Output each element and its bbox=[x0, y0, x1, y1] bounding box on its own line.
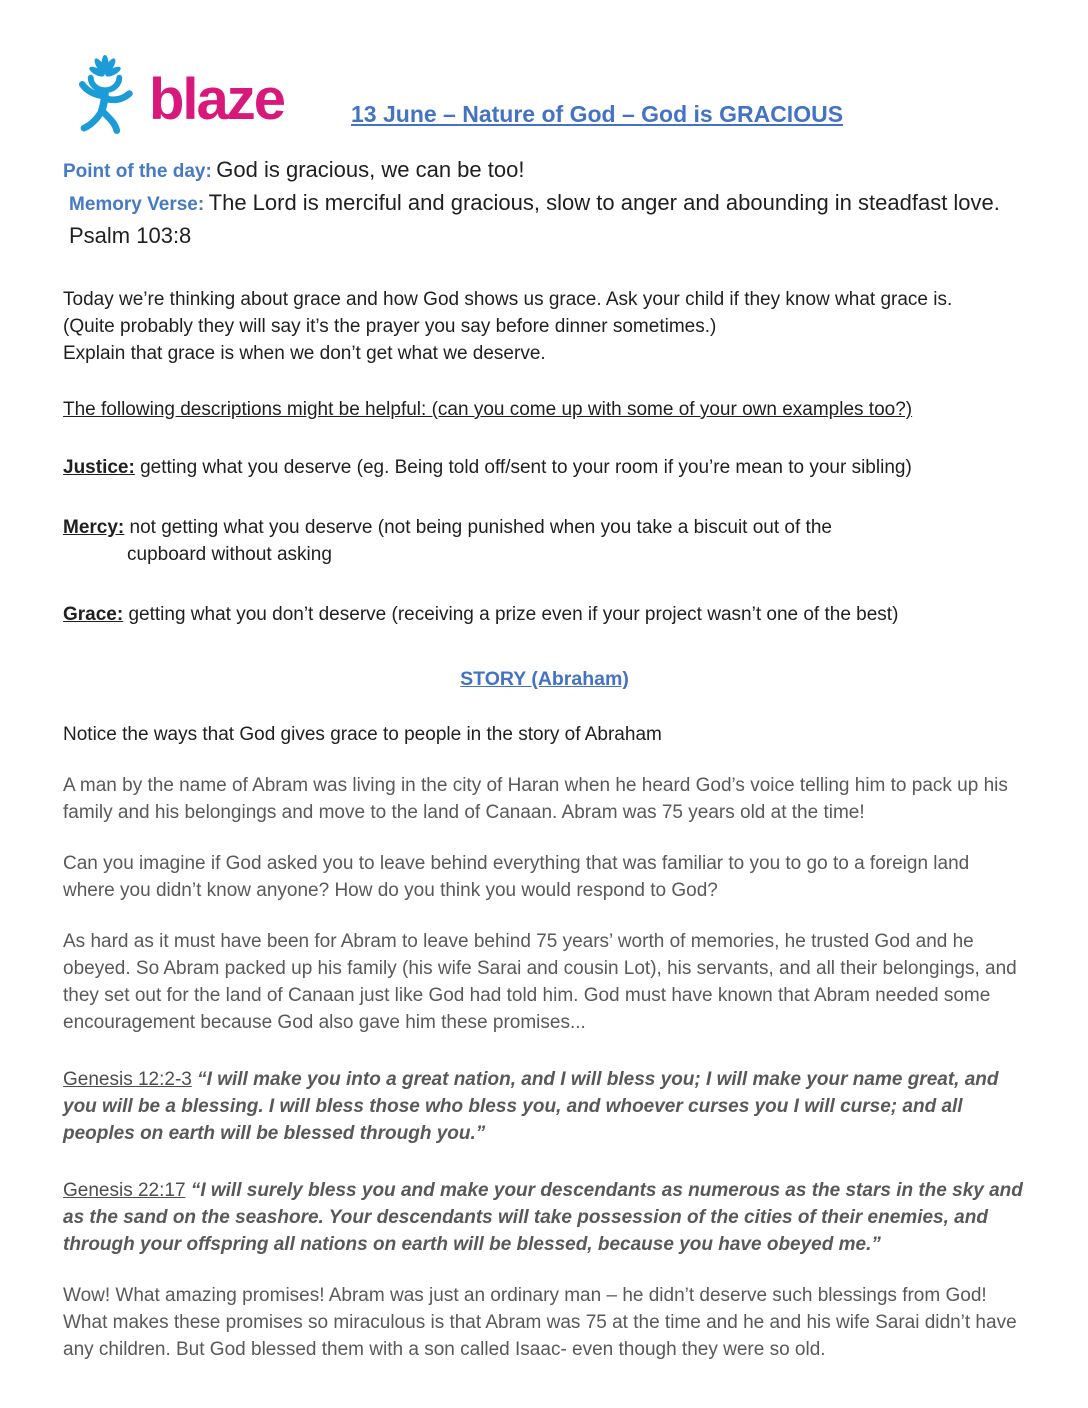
blaze-wordmark: blaze bbox=[149, 67, 285, 132]
blaze-figure-icon bbox=[63, 55, 147, 139]
point-of-day-text: God is gracious, we can be too! bbox=[216, 157, 525, 182]
page-title: 13 June – Nature of God – God is GRACIOUS bbox=[351, 101, 844, 127]
story-paragraph-4: Wow! What amazing promises! Abram was just an ordinary man – he didn’t deserve such blessings from God! What makes these promises so miraculous is that Abram was 75 at the time and he and his wife Sarai didn’t have any children. But God blessed them with a son called Isaac- even though they were so old. bbox=[63, 1285, 1017, 1360]
mercy-line-2: cupboard without asking bbox=[127, 544, 332, 565]
point-of-day-line bbox=[63, 155, 1026, 188]
story-paragraph-2: Can you imagine if God asked you to leave behind everything that was familiar to you to go to a foreign land where you didn’t know anyone? How do you think you would respond to God? bbox=[63, 853, 970, 901]
memory-verse-text: The Lord is merciful and gracious, slow to anger and abounding in steadfast love. Psalm 103:8 bbox=[69, 190, 1000, 248]
mercy-term: Mercy: bbox=[63, 517, 125, 538]
blaze-logo bbox=[63, 55, 284, 139]
mercy-definition bbox=[63, 514, 1026, 568]
genesis-22-text: “I will surely bless you and make your descendants as numerous as the stars in the sky and as the sand on the seashore. Your descendants will take possession of the cities of their enemies, and through your offspring all nations on earth will be blessed, because you have obeyed me.” bbox=[63, 1180, 1023, 1255]
genesis-22-reference: Genesis 22:17 bbox=[63, 1180, 186, 1201]
story-paragraph-1: A man by the name of Abram was living in the city of Haran when he heard God’s voice telling him to pack up his family and his belongings and move to the land of Canaan. Abram was 75 years old at the time! bbox=[63, 775, 1008, 823]
story-paragraph-3: As hard as it must have been for Abram to leave behind 75 years’ worth of memories, he trusted God and he obeyed. So Abram packed up his family (his wife Sarai and cousin Lot), his servants, and all their belongings, and they set out for the land of Canaan just like God had told him. God must have known that Abram needed some encouragement because God also gave him these promises... bbox=[63, 931, 1017, 1033]
mercy-line-1 bbox=[63, 514, 1026, 541]
descriptions-heading: The following descriptions might be helpful: (can you come up with some of your own examples too?) bbox=[63, 399, 913, 420]
intro-paragraph bbox=[63, 286, 1026, 367]
intro-line-2: (Quite probably they will say it’s the prayer you say before dinner sometimes.) bbox=[63, 316, 717, 337]
memory-verse-label: Memory Verse: bbox=[69, 194, 205, 215]
story-notice: Notice the ways that God gives grace to people in the story of Abraham bbox=[63, 724, 662, 745]
justice-term: Justice: bbox=[63, 457, 135, 478]
justice-definition bbox=[63, 454, 1026, 481]
story-heading: STORY (Abraham) bbox=[460, 668, 629, 690]
grace-text: getting what you don’t deserve (receiving a prize even if your project wasn’t one of the best) bbox=[128, 604, 899, 625]
intro-line-3: Explain that grace is when we don’t get what we deserve. bbox=[63, 343, 546, 364]
justice-text: getting what you deserve (eg. Being told off/sent to your room if you’re mean to your sibling) bbox=[140, 457, 912, 478]
grace-definition bbox=[63, 601, 1026, 628]
grace-term: Grace: bbox=[63, 604, 124, 625]
genesis-12-text: “I will make you into a great nation, and I will bless you; I will make your name great, and you will be a blessing. I will bless those who bless you, and whoever curses you I will curse; and all peoples on earth will be blessed through you.” bbox=[63, 1069, 999, 1144]
genesis-12-verse bbox=[63, 1066, 1026, 1147]
genesis-22-verse bbox=[63, 1177, 1026, 1258]
intro-line-1: Today we’re thinking about grace and how God shows us grace. Ask your child if they know what grace is. bbox=[63, 289, 953, 310]
point-of-day-label: Point of the day: bbox=[63, 161, 212, 182]
document-header bbox=[63, 55, 1026, 147]
genesis-12-reference: Genesis 12:2-3 bbox=[63, 1069, 192, 1090]
mercy-text: not getting what you deserve (not being punished when you take a biscuit out of the bbox=[129, 517, 832, 538]
memory-verse-line bbox=[63, 188, 1026, 254]
